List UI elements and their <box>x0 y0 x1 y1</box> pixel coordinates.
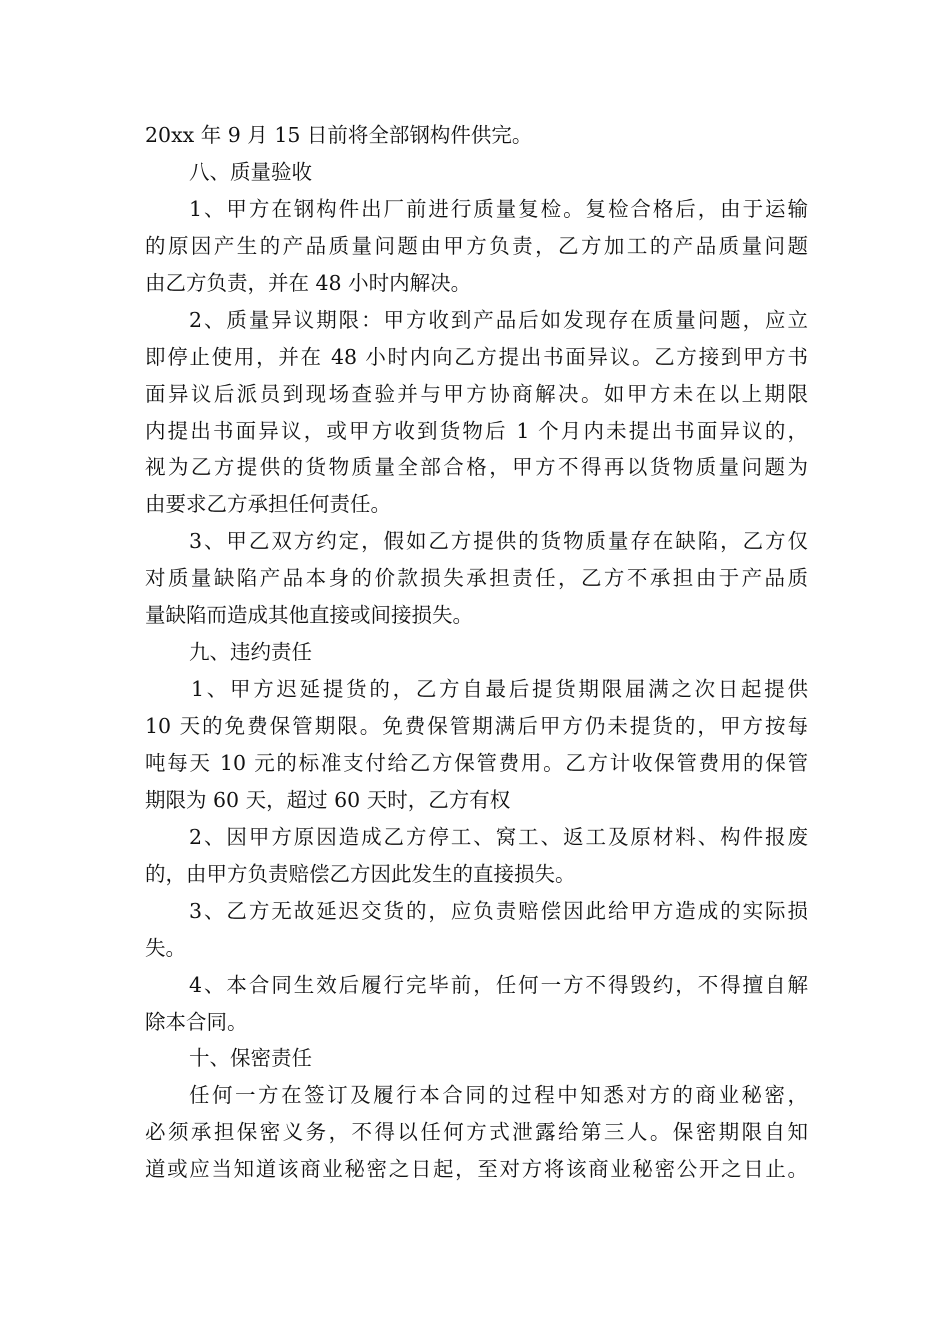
text-line: 对质量缺陷产品本身的价款损失承担责任，乙方不承担由于产品质 <box>145 566 808 591</box>
text-line: 1、甲方迟延提货的，乙方自最后提货期限届满之次日起提供 <box>191 677 808 702</box>
document-body <box>145 117 808 1188</box>
text-line: 道或应当知道该商业秘密之日起，至对方将该商业秘密公开之日止。 <box>145 1157 808 1182</box>
section-heading-confidentiality: 十、保密责任 <box>189 1046 312 1071</box>
text-line: 2、因甲方原因造成乙方停工、窝工、返工及原材料、构件报废 <box>189 824 808 849</box>
text-line: 2、质量异议期限：甲方收到产品后如发现存在质量问题，应立 <box>189 307 808 332</box>
text-line: 3、甲乙双方约定，假如乙方提供的货物质量存在缺陷，乙方仅 <box>189 529 808 554</box>
text-line: 任何一方在签订及履行本合同的过程中知悉对方的商业秘密， <box>189 1083 808 1108</box>
text-line: 面异议后派员到现场查验并与甲方协商解决。如甲方未在以上期限 <box>145 381 808 406</box>
text-line: 的原因产生的产品质量问题由甲方负责，乙方加工的产品质量问题 <box>145 233 808 258</box>
section-heading-breach-liability: 九、违约责任 <box>189 640 312 665</box>
text-line: 期限为 60 天，超过 60 天时，乙方有权 <box>145 787 511 812</box>
text-line: 必须承担保密义务，不得以任何方式泄露给第三人。保密期限自知 <box>145 1120 808 1145</box>
text-line: 视为乙方提供的货物质量全部合格，甲方不得再以货物质量问题为 <box>145 455 808 480</box>
text-line: 的，由甲方负责赔偿乙方因此发生的直接损失。 <box>145 861 576 886</box>
text-line: 失。 <box>145 935 186 960</box>
text-line: 4、本合同生效后履行完毕前，任何一方不得毁约，不得擅自解 <box>189 972 808 997</box>
text-line: 即停止使用，并在 48 小时内向乙方提出书面异议。乙方接到甲方书 <box>145 344 808 369</box>
text-line: 20xx 年 9 月 15 日前将全部钢构件供完。 <box>145 123 533 147</box>
text-line: 内提出书面异议，或甲方收到货物后 1 个月内未提出书面异议的， <box>145 418 808 443</box>
text-line: 量缺陷而造成其他直接或间接损失。 <box>145 603 473 628</box>
section-heading-quality-acceptance: 八、质量验收 <box>189 159 312 184</box>
text-line: 3、乙方无故延迟交货的，应负责赔偿因此给甲方造成的实际损 <box>189 898 808 923</box>
text-line: 由乙方负责，并在 48 小时内解决。 <box>145 270 472 295</box>
text-line: 吨每天 10 元的标准支付给乙方保管费用。乙方计收保管费用的保管 <box>145 750 808 775</box>
text-line: 除本合同。 <box>145 1009 248 1034</box>
text-line: 1、甲方在钢构件出厂前进行质量复检。复检合格后，由于运输 <box>189 196 808 221</box>
text-line: 由要求乙方承担任何责任。 <box>145 492 391 517</box>
text-line: 10 天的免费保管期限。免费保管期满后甲方仍未提货的，甲方按每 <box>145 714 808 738</box>
